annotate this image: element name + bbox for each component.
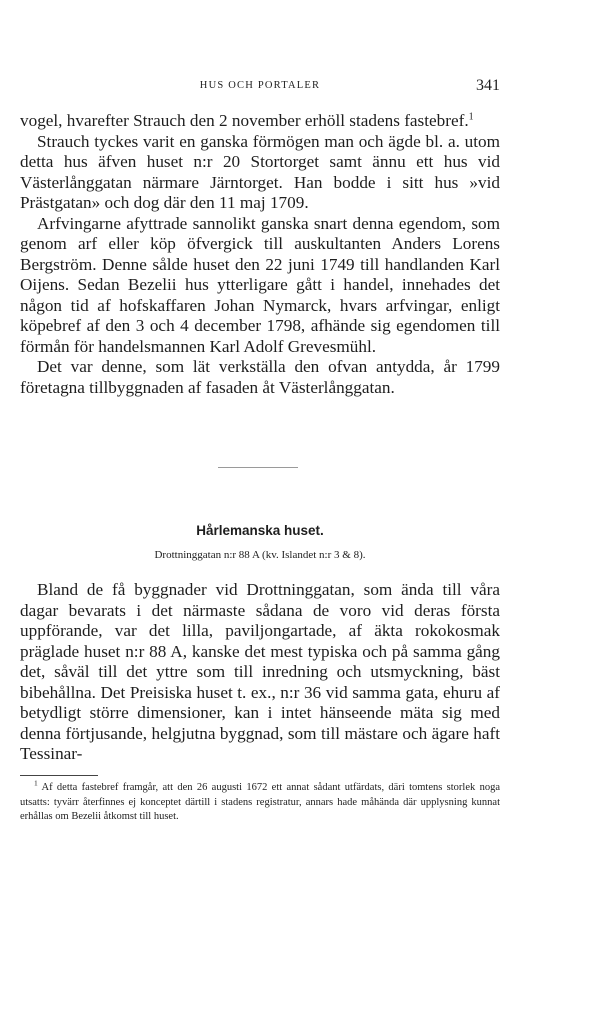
footnote-text: Af detta fastebref framgår, att den 26 augusti 1672 ett annat sådant utfärdats, däri tomtens storlek noga utsatts: tyvärr återfinnes ej konceptet därtill i stadens registratur, annars hade måhända där upplysning kunnat erhållas om Bezelii åtkomst till huset. — [20, 782, 501, 822]
section-subheading: Drottninggatan n:r 88 A (kv. Islandet n:r 3 & 8). — [154, 549, 366, 561]
page-number: 341 — [476, 77, 500, 94]
section-heading: Hårlemanska huset. — [196, 523, 324, 538]
paragraph-5: Bland de få byggnader vid Drottninggatan, som ända till våra dagar bevarats i det närmaste sådana de voro vid deras första uppförande, var det lilla, paviljongartade, af äkta rokokosmak präglade huset n:r 88 A, kanske det mest typiska och på samma gång det, såväl till det yttre som till inredning och utsmyckning, bäst bibehållna. Det Preisiska huset t. ex., n:r 36 vid samma gata, ehuru af betydligt större dimensioner, kan i intet hänseende mäta sig med denna förtjusande, helgjutna byggnad, som till mästare och ägare haft Tessinar- — [20, 580, 500, 763]
section-a-text — [20, 111, 500, 398]
section-b-text — [20, 580, 500, 765]
paragraph-2: Strauch tyckes varit en ganska förmögen man och ägde bl. a. utom detta hus äfven huset n:r 20 Stortorget samt ännu ett hus vid Västerlånggatan närmare Järntorget. Han bodde i sitt hus »vid Prästgatan» och dog där den 11 maj 1709. — [20, 131, 500, 212]
footnote — [20, 778, 501, 825]
paragraph-1-text: vogel, hvarefter Strauch den 2 november erhöll stadens fastebref. — [20, 111, 469, 130]
section-divider — [218, 467, 298, 468]
running-header — [20, 76, 500, 96]
footnote-mark: 1 — [34, 778, 38, 788]
running-title: HUS OCH PORTALER — [199, 80, 321, 91]
paragraph-4: Det var denne, som lät verkställa den ofvan antydda, år 1799 företagna tillbyggnaden af fasaden åt Västerlånggatan. — [20, 357, 500, 397]
footnote-reference: 1 — [468, 111, 474, 123]
footnote-divider — [20, 775, 98, 776]
paragraph-3: Arfvingarne afyttrade sannolikt ganska snart denna egendom, som genom arf eller köp öfvergick till auskultanten Anders Lorens Bergström. Denne sålde huset den 22 juni 1749 till handlanden Karl Oijens. Sedan Bezelii hus ytterligare gått i handel, innehades det någon tid af hofskaffaren Johan Nymarck, hvars arfvingar, enligt köpebref af den 3 och 4 december 1798, afhände sig egendomen till förmån för handelsmannen Karl Adolf Grevesmühl. — [20, 213, 500, 356]
paragraph-1 — [20, 111, 500, 132]
